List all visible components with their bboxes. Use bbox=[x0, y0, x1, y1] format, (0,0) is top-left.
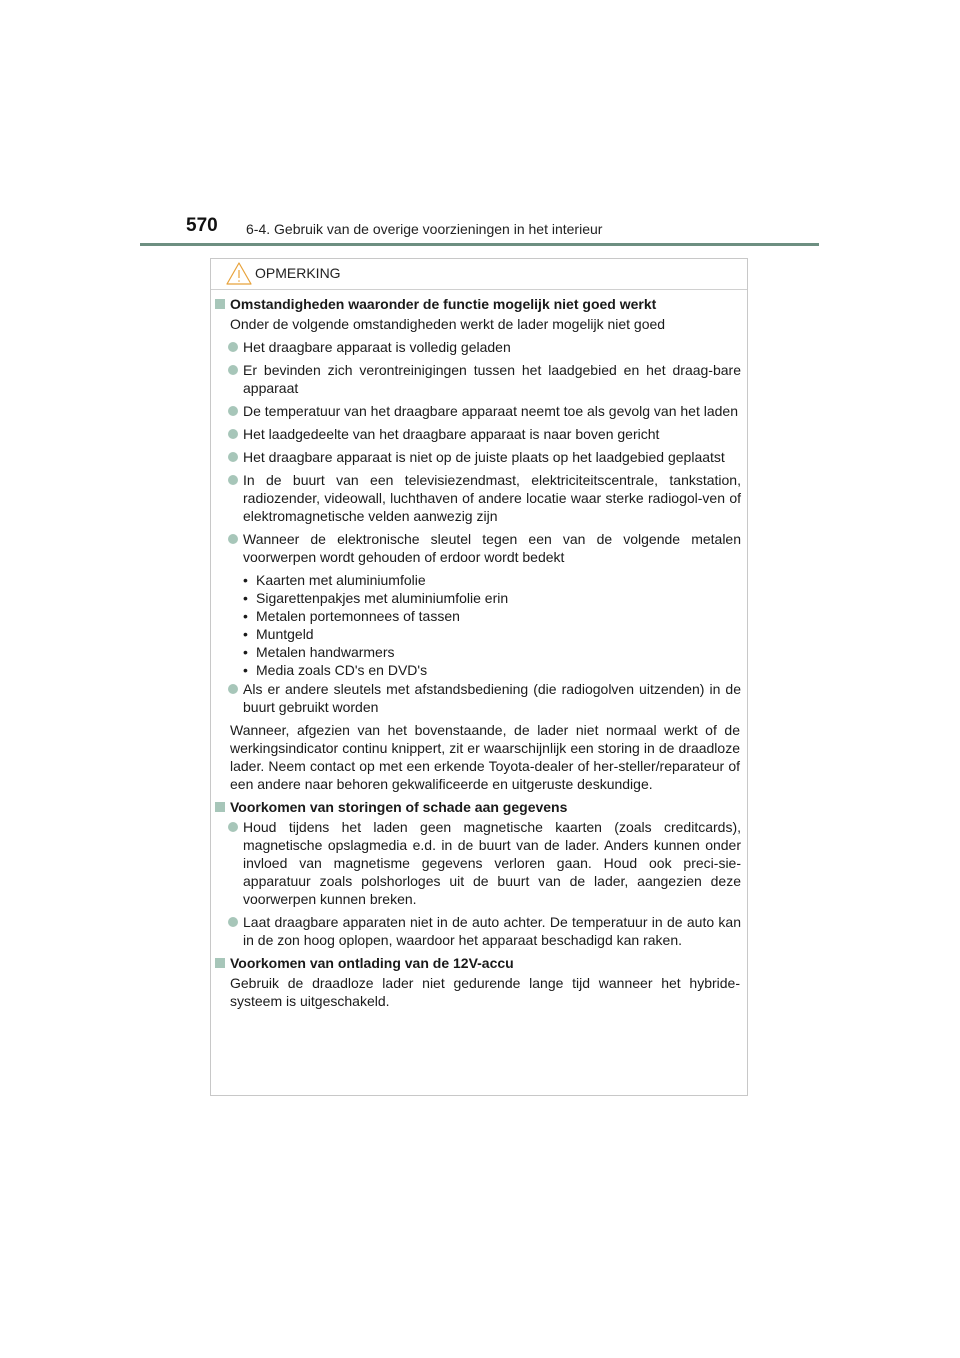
sub-list bbox=[211, 571, 747, 679]
round-bullet-icon bbox=[228, 534, 238, 544]
list-item: De temperatuur van het draagbare apparaat neemt toe als gevolg van het laden bbox=[211, 402, 747, 420]
list-item: In de buurt van een televisiezendmast, elektriciteitscentrale, tankstation, radiozender, videowall, luchthaven of andere locatie waar sterke radiogol-ven of elektromagnetische velden aanwezig zijn bbox=[211, 471, 747, 525]
round-bullet-icon bbox=[228, 917, 238, 927]
sub-list-item: • Muntgeld bbox=[243, 626, 314, 642]
round-bullet-icon bbox=[228, 429, 238, 439]
paragraph: Gebruik de draadloze lader niet gedurende lange tijd wanneer het hybride-systeem is uitgeschakeld. bbox=[230, 975, 740, 1009]
list-item: Het draagbare apparaat is niet op de juiste plaats op het laadgebied geplaatst bbox=[211, 448, 747, 466]
paragraph: Wanneer, afgezien van het bovenstaande, de lader niet normaal werkt of de werkingsindicator continu knippert, zit er waarschijnlijk een storing in de draadloze lader. Neem contact op met een erkende Toyota-dealer of her-steller/reparateur of een andere naar behoren gekwalificeerde en uitgeruste deskundige. bbox=[230, 722, 740, 792]
list-item: Het draagbare apparaat is volledig geladen bbox=[211, 338, 747, 356]
list-item: Houd tijdens het laden geen magnetische kaarten (zoals creditcards), magnetische opslagmedia e.d. in de buurt van de lader. Anders kunnen onder invloed van magnetisme gegevens verloren gaan. Houd ook preci-sie-apparatuur zoals polshorloges uit de buurt van de lader, aangezien deze voorwerpen kunnen breken. bbox=[211, 818, 747, 908]
sub-list-item: • Metalen handwarmers bbox=[243, 644, 395, 660]
warning-triangle-icon bbox=[226, 262, 252, 285]
sub-list-item: • Kaarten met aluminiumfolie bbox=[243, 572, 426, 588]
notice-header bbox=[211, 259, 747, 290]
round-bullet-icon bbox=[228, 342, 238, 352]
square-bullet-icon bbox=[215, 299, 225, 309]
list-item: Wanneer de elektronische sleutel tegen een van de volgende metalen voorwerpen wordt gehouden of erdoor wordt bedekt bbox=[211, 530, 747, 566]
list-item: Er bevinden zich verontreinigingen tussen het laadgebied en het draag-bare apparaat bbox=[211, 361, 747, 397]
round-bullet-icon bbox=[228, 475, 238, 485]
page-header bbox=[0, 0, 960, 250]
round-bullet-icon bbox=[228, 684, 238, 694]
notice-box bbox=[210, 258, 748, 1096]
round-bullet-icon bbox=[228, 406, 238, 416]
square-bullet-icon bbox=[215, 958, 225, 968]
paragraph: Onder de volgende omstandigheden werkt de lader mogelijk niet goed bbox=[230, 316, 666, 332]
section-heading: Omstandigheden waaronder de functie mogelijk niet goed werkt bbox=[211, 295, 747, 313]
list-item: Laat draagbare apparaten niet in de auto achter. De temperatuur in de auto kan in de zon hoog oplopen, waardoor het apparaat beschadigd kan raken. bbox=[211, 913, 747, 949]
page-number: 570 bbox=[186, 215, 218, 236]
square-bullet-icon bbox=[215, 802, 225, 812]
notice-title: OPMERKING bbox=[255, 265, 341, 281]
list-item: Het laadgedeelte van het draagbare apparaat is naar boven gericht bbox=[211, 425, 747, 443]
sub-list-item: • Media zoals CD's en DVD's bbox=[243, 662, 428, 678]
list-item: Als er andere sleutels met afstandsbediening (die radiogolven uitzenden) in de buurt gebruikt worden bbox=[211, 680, 747, 716]
section-heading: Voorkomen van storingen of schade aan gegevens bbox=[211, 798, 747, 816]
round-bullet-icon bbox=[228, 452, 238, 462]
header-divider bbox=[140, 243, 819, 246]
round-bullet-icon bbox=[228, 822, 238, 832]
sub-list-item: • Sigarettenpakjes met aluminiumfolie erin bbox=[243, 590, 509, 606]
section-title: 6-4. Gebruik van de overige voorzieningen in het interieur bbox=[246, 221, 603, 237]
section-heading: Voorkomen van ontlading van de 12V-accu bbox=[211, 954, 747, 972]
round-bullet-icon bbox=[228, 365, 238, 375]
sub-list-item: • Metalen portemonnees of tassen bbox=[243, 608, 460, 624]
notice-content bbox=[211, 295, 747, 1015]
